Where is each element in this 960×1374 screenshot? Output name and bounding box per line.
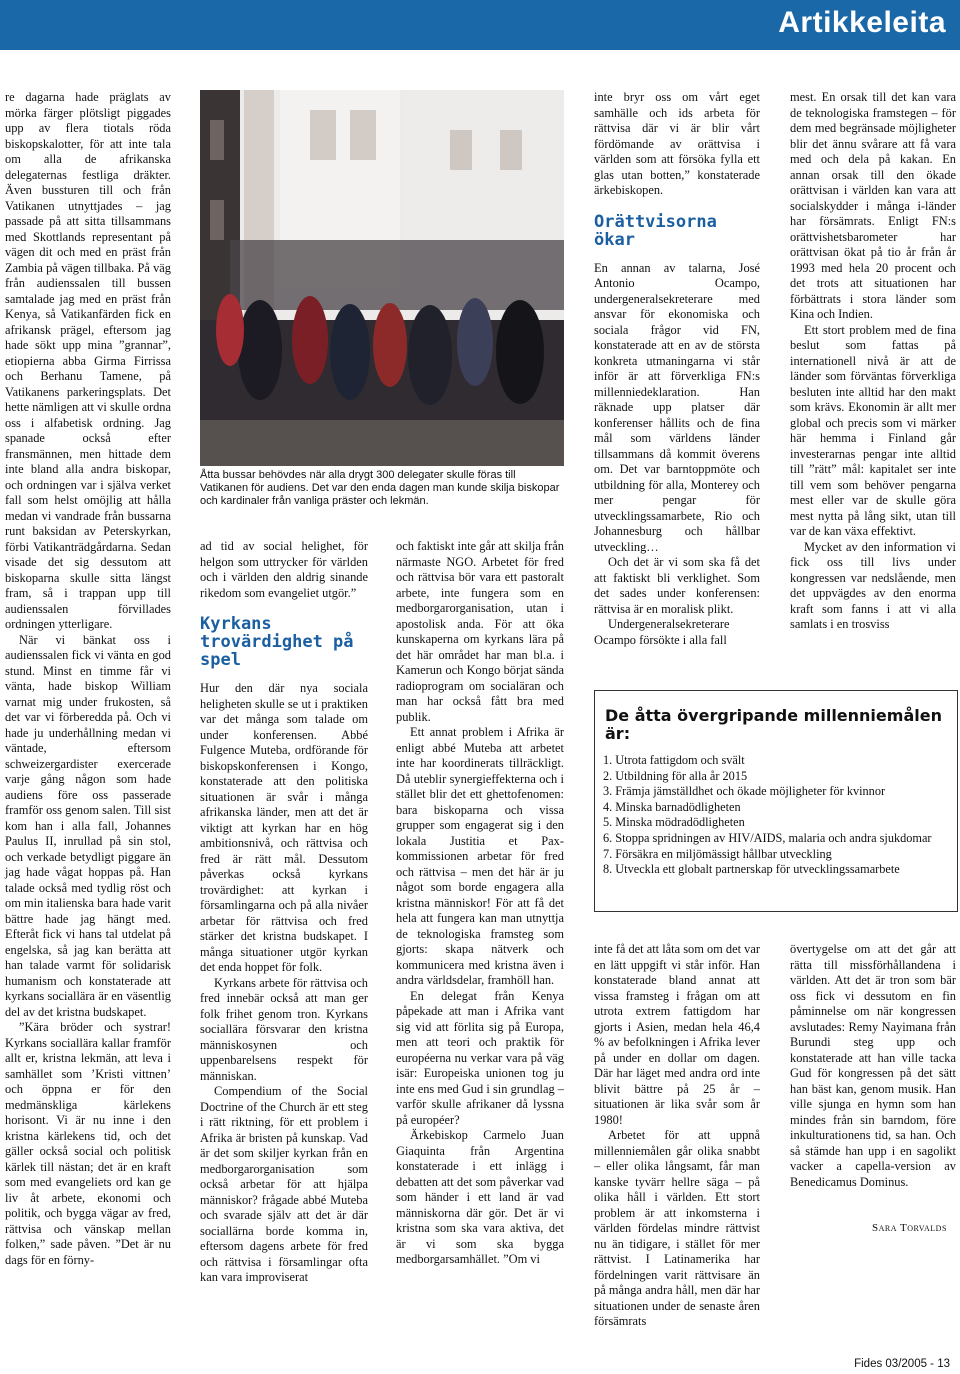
box-title: De åtta övergripande millenniemålen är:	[605, 706, 942, 743]
paragraph: och faktiskt inte går att skilja från närmaste NGO. Arbetet för fred och rättvisa bör vara ett pastoralt arbete, inte fungera som en medborgarorganisation, utan i apostolisk anda. För att öka kunskaperna om kyrkans lära på det här området har man bl.a. i Kamerun och Kongo börjat sända radioprogram om socialäran och man har också fått bra med publik.	[396, 539, 564, 724]
paragraph: Ett annat problem i Afrika är enligt abbé Muteba att arbetet inte har koordinerats tillräckligt. Då uteblir synergieffekterna och i stället blir det ett ghettofenomen: bara biskoparna och vissa grupper som engagerat sig i den lokala Justitia et Pax-kommissionen arbetar för fred och rättvisa – men det här är ju något som borde engagera alla kristna människor! För att få det hela att fungera kan man utnyttja de teknologiska framsteg som gjorts: skapa nätverk och kommunicera med kristna även i andra världsdelar, framhöll han.	[396, 725, 564, 987]
paragraph: ”Kära bröder och systrar! Kyrkans sociallära kallar framför allt er, kristna lekmän, att leva i samhället som ’Kristi vittnen’ och öppna er för den medmänskliga kärlekens horisont. Vi är nu inne i den kristna kärlekens tid, och det gäller också social och politisk kärlek till nästan; det är en kraft som med evangeliets ord kan ge liv åt arbete, ekonomi och politik, och bygga vägar av fred, rättvisa och vänskap mellan folken,” sade påven. ”Det är nu dags för en förny-	[5, 1020, 171, 1267]
subheading: Kyrkans trovärdighet på spel	[200, 614, 354, 670]
goal-item: 2. Utbildning för alla år 2015	[603, 768, 748, 783]
paragraph: Mycket av den information vi fick oss till livs under kongressen var nedslående, men det uppvägdes av den enorma kraft som fanns i att vi alla samlats i en trosviss	[790, 539, 956, 631]
photo-crowd-buses	[200, 90, 564, 466]
paragraph: Compendium of the Social Doctrine of the Church är ett steg i rätt riktning, för ett problem i Afrika är bristen på kunskap. Vad är det som skiljer kyrkan från en medborgarorganisation som också arbetar för att hjälpa människor? frågade abbé Muteba och svarade själv att det är där sociallärna borde komma in, eftersom dagens arbete för fred och rättvisa i församlingar ofta kan vara improviserat	[200, 1084, 368, 1284]
paragraph: Arbetet för att uppnå millenniemålen går olika snabbt – eller olika långsamt, får man kanske tyvärr hellre säga – på olika håll i världen. Ett stort problem är att inkomsterna i världen fördelas mindre rättvist nu än tidigare, i stället för mer rättvist. I Latinamerika har fördelningen varit rättvisare än på många andra håll, men där har situationen under de senaste åren försämrats	[594, 1128, 760, 1328]
paragraph: mest. En orsak till det kan vara de teknologiska framstegen – för dem med begränsade möjligheter blir det ännu svårare att få vara med och dela på kakan. En annan orsak till den ökade orättvisan i världen kan vara att socialskydder i många i-länder har försämrats. Enligt FN:s orättvishetsbarometer har orättvisan ökat på tio år från år 1993 med hela 20 procent och det trots att situationen har förbättrats i stora länder som Kina och Indien.	[790, 90, 956, 321]
author-signature: Sara Torvalds	[872, 1222, 947, 1234]
paragraph: Kyrkans arbete för rättvisa och fred innebär också att man ger folk frihet genom tron. Kyrkans sociallära försvarar den kristna människosynen och uppenbarelsens respekt för människan.	[200, 975, 368, 1083]
paragraph: Undergeneralsekreterare Ocampo försökte i alla fall	[594, 617, 730, 647]
section-banner	[0, 0, 960, 50]
goal-item: 1. Utrota fattigdom och svält	[603, 753, 745, 767]
paragraph: En delegat från Kenya påpekade att man i Afrika vant sig vid att förlita sig på Europa, men att teori och praktik för européerna nu verkar vara på väg isär: Europeiska unionen tog ju inte ens med Gud i sin grundlag – varför skulle afrikaner då lyssna på européer?	[396, 988, 564, 1127]
article-column-2	[200, 539, 368, 1286]
paragraph: En annan av talarna, José Antonio Ocampo, undergeneralsekreterare med ansvar för ekonomiska och sociala frågor vid FN, konstaterade att en av de största konkreta utmaningarna vi står inför är att förverkliga FN:s millenniedeklaration. Han räknade upp platser där konferenser hållits och de fina mål som världens länder tillsammans då kommit överens om. Det var barntoppmöte och utbildning för alla, Monterey och mer pengar för utvecklingssamarbete, Rio och Johannesburg och hållbar utveckling…	[594, 260, 760, 554]
article-column-1	[5, 90, 171, 1268]
goal-item: 7. Försäkra en miljömässigt hållbar utveckling	[603, 846, 832, 861]
paragraph: ad tid av social helighet, för helgon som uttrycker för världen och i världen den aldrig sinande rikedom som evangeliet utgör.”	[200, 539, 368, 600]
goal-item: 3. Främja jämställdhet och ökade möjligheter för kvinnor	[603, 784, 886, 799]
paragraph: Och det är vi som ska få det att faktiskt bli verklighet. Som det sades under konferensen: rättvisa är en moralisk plikt.	[594, 555, 760, 616]
page-footer: Fides 03/2005 - 13	[854, 1358, 950, 1370]
article-column-4	[594, 90, 760, 648]
paragraph: När vi bänkat oss i audienssalen fick vi vänta en god stund. Minst en timme får vi vänta, hade biskop William varnat mig under frukosten, så det var vi förberedda på. Och vi hade ju underhållning medan vi väntade, eftersom schweizergardister exercerade varje gång någon som hade audiens före oss passerade framför oss genom salen. Till sist kom han i alla fall, Johannes Paulus II, inrullad på sin stol, och verkade betydligt piggare än jag hade vågat hoppas på. Han talade också med tydlig röst och om min italienska bara hade varit bättre hade jag hängt med. Efteråt fick vi hans tal utdelat på engelska, så jag kan berätta att han talade varmt för solidarisk humanism och konstaterade att kyrkans sociallära är en väsentlig del av det kristna budskapet.	[5, 632, 171, 1019]
goal-item: 8. Utveckla ett globalt partnerskap för utvecklingssamarbete	[603, 862, 900, 877]
paragraph: Ett stort problem med de fina beslut som fattas på internationell nivå är att de länder som förväntas förverkliga besluten inte alltid har den makt som krävs. Ekonomin är allt mer global och precis som vi märker här hemma i Finland går investerarnas pengar inte alltid till ”rätt” mål: kapitalet ser inte till vem som behöver pengarna mest eller var de skulle göra mest nytta på lång sikt, utan till var de kan växa effektivt.	[790, 322, 956, 538]
paragraph: Ärkebiskop Carmelo Juan Giaquinta från Argentina konstaterade i ett inlägg i debatten att det som påverkar vad som händer i ett land är vad människorna där gör. Det är vi kristna som ska vara aktiva, det är vi som ska bygga medborgarsamhället. ”Om vi	[396, 1128, 564, 1266]
photo-caption: Åtta bussar behövdes när alla drygt 300 delegater skulle föras till Vatikanen för audiens. Det var den enda dagen man kunde skilja biskopar och kardinaler från vanliga präster och lekmän.	[200, 469, 560, 507]
subheading: Orättvisorna ökar	[594, 211, 717, 250]
goal-item: 4. Minska barnadödligheten	[603, 799, 741, 814]
article-column-5	[790, 90, 956, 633]
paragraph: inte bryr oss om vårt eget samhälle och ids arbeta för rättvisa där vi är blir vårt fördömande av orättvisa i världen som att försöka fylla ett glas utan botten,” konstaterade ärkebiskopen.	[594, 90, 760, 197]
section-title: Artikkeleita	[778, 6, 946, 39]
article-column-3	[396, 539, 564, 1268]
paragraph: inte få det att låta som om det var en lätt uppgift vi står inför. Han konstaterade bland annat att vissa framsteg i frågan om att utrota extrem fattigdom har gjorts i Asien, medan hela 46,4 % av befolkningen i Afrika lever på under en dollar om dagen. Där har läget med andra ord inte blivit bättre på 25 år – situationen är lika svår som år 1980!	[594, 942, 760, 1127]
paragraph: re dagarna hade präglats av mörka färger plötsligt piggades upp av flera tiotals röda biskopskalotter, för att inte tala om alla de afrikanska delegaternas festliga dräkter. Även bussturen till och från Vatikanen utnyttjades – jag passade på att sitta tillsammans med Skottlands representant på vägen dit och med en präst från Zambia på vägen tillbaka. På väg från audienssalen till bussen samtalade jag med en präst från Kenya, så Vatikanfärden fick en afrikansk prägel, eftersom jag hade sökt upp mina ”grannar”, etiopierna abba Girma Firrissa och Berhanu Tamene, på Vatikanens parkeringsplats. Det hette nämligen att vi skulle ordna oss i alfabetisk ordning. Jag spanade också efter fransmännen, men hittade dem inte bland alla andra biskopar, och ordningen var i själva verket fall som helst omöjlig att hålla medan vi vandrade från bussarna runt baksidan av Peterskyrkan, förbi Vatikanträdgårdarna. Sedan visade det sig dessutom att biskoparna skulle sitta längst fram, så i trappan upp till audienssalen förvillades ordningen ytterligare.	[5, 90, 171, 631]
article-column-6	[594, 942, 760, 1330]
photo-illustration	[200, 90, 564, 466]
goals-list	[595, 753, 957, 878]
millennium-goals-box	[594, 690, 958, 912]
paragraph: Hur den där nya sociala heligheten skulle se ut i praktiken var det många som talade om under konferensen. Abbé Fulgence Muteba, ordförande för biskopskonferensen i Kongo, konstaterade att den politiska situationen är svår i många afrikanska länder, men att det är viktigt att kyrkan har en hög ambitionsnivå, och rättvisa och fred är rätt mål. Dessutom påverkas också kyrkans trovärdighet: att kyrkan i församlingarna och på alla nivåer arbetar för rättvisa och fred stärker det kristna budskapet. I många situationer utgör kyrkan det enda hoppet för folk.	[200, 681, 368, 974]
goal-item: 5. Minska mödradödligheten	[603, 815, 745, 830]
paragraph: övertygelse om att det går att rätta till missförhållandena i världen. Att det är tron som bär oss fick vi dessutom en fin påminnelse om när kongressen avslutades: Remy Nayimana från Burundi steg upp och konstaterade att han ville tacka Gud för kongressen på det sätt han bäst kan, genom musik. Han ville sjunga en hymn som han mindes från sin barndom, före inkulturationens tid, sa han. Och så stämde han upp i en sagolikt vacker a capella-version av Benedicamus Dominus.	[790, 942, 956, 1189]
goal-item: 6. Stoppa spridningen av HIV/AIDS, malaria och andra sjukdomar	[603, 830, 932, 845]
article-column-7	[790, 942, 956, 1190]
